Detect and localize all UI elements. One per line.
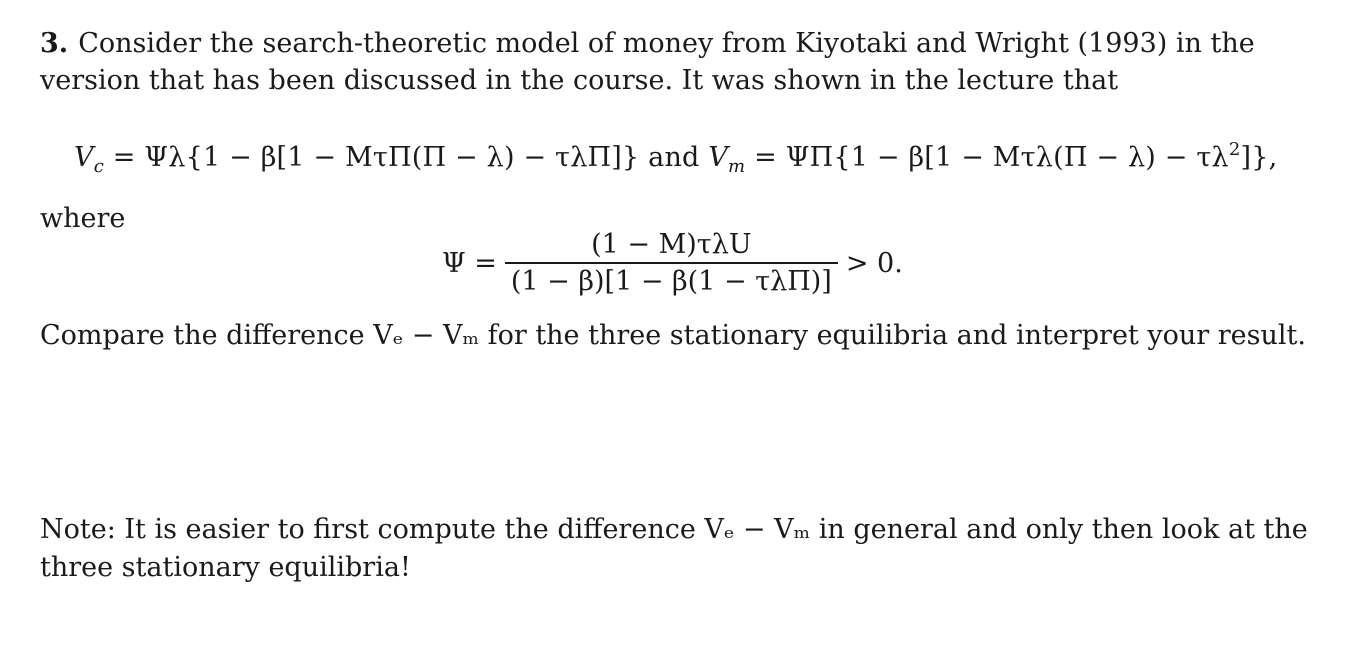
- where-label: where: [40, 203, 126, 234]
- psi-rhs: > 0.: [845, 248, 903, 280]
- question-text: Compare the difference Vₑ − Vₘ for the three stationary equilibria and interpret your result.: [40, 320, 1306, 351]
- vm-expression-tail: ]},: [1240, 142, 1278, 173]
- psi-lhs: Ψ =: [442, 248, 497, 280]
- problem-intro-text-1: [40, 26, 1255, 62]
- vc-symbol: V: [74, 142, 94, 173]
- psi-fraction: [505, 228, 838, 300]
- and-connector: and: [648, 142, 700, 173]
- note-line-2: three stationary equilibria!: [40, 552, 411, 583]
- psi-numerator: (1 − M)τλU: [591, 229, 752, 260]
- psi-equation: [442, 228, 903, 300]
- problem-intro-line-1: [40, 26, 1302, 62]
- vm-expression: = ΨΠ{1 − β[1 − Mτλ(Π − λ) − τλ: [754, 142, 1229, 173]
- problem-number: 3.: [40, 28, 69, 59]
- vm-superscript: 2: [1228, 139, 1241, 160]
- psi-denominator: (1 − β)[1 − β(1 − τλΠ)]: [510, 265, 832, 297]
- problem-intro-line-2: version that has been discussed in the course. It was shown in the lecture that: [40, 65, 1119, 96]
- vc-expression: = Ψλ{1 − β[1 − MτΠ(Π − λ) − τλΠ]}: [112, 142, 640, 173]
- note-text-1: Note: It is easier to first compute the difference Vₑ − Vₘ in general and only then look at the: [40, 514, 1308, 545]
- value-functions-equation: [74, 132, 1277, 185]
- intro-text-1: Consider the search-theoretic model of money from Kiyotaki and Wright (1993) in the: [78, 28, 1255, 59]
- note-line-1: [40, 512, 1308, 548]
- vc-subscript: c: [93, 156, 104, 177]
- vm-symbol: V: [708, 142, 729, 173]
- vm-subscript: m: [728, 156, 746, 177]
